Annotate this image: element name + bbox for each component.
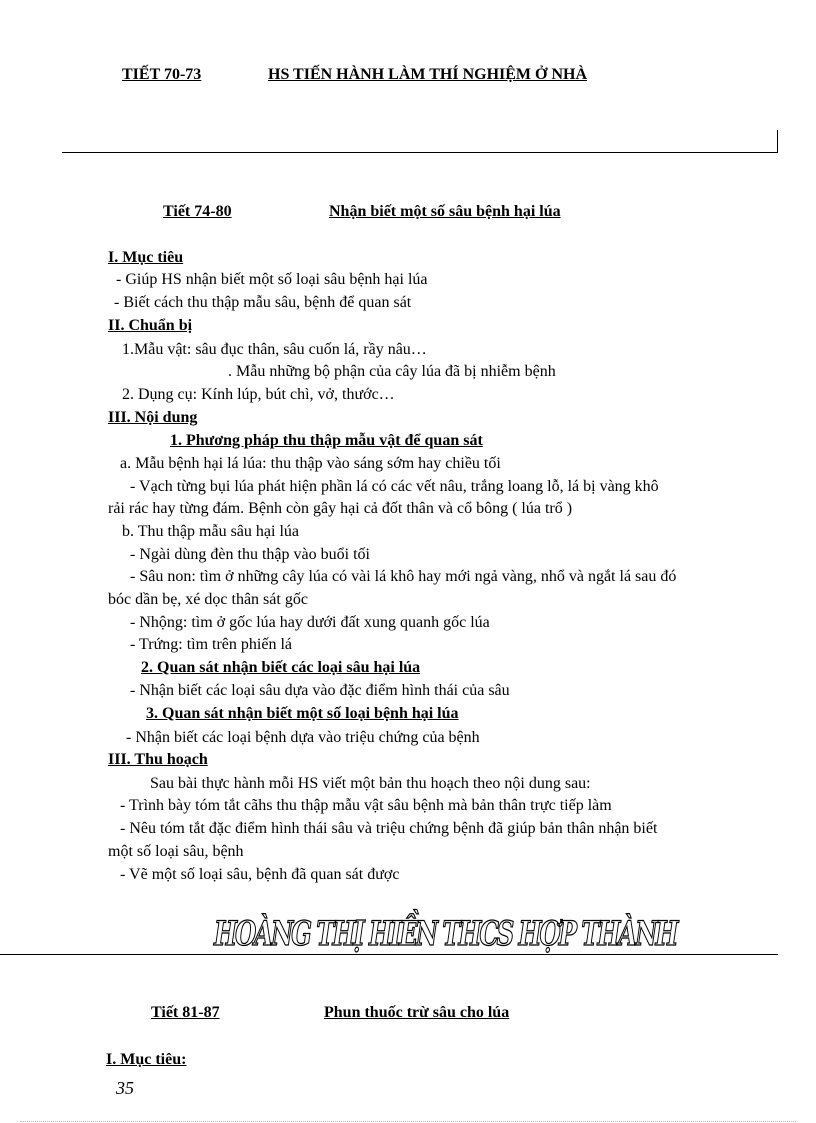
period-81-87: Tiết 81-87 xyxy=(151,1004,220,1021)
noi-dung-line-4: b. Thu thập mẫu sâu hại lúa xyxy=(122,523,299,540)
noi-dung-line-3: rải rác hay từng đám. Bệnh còn gây hại cả đốt thân và cổ bông ( lúa trổ ) xyxy=(108,500,573,517)
noi-dung-line-2: - Vạch từng bụi lúa phát hiện phần lá có các vết nâu, trắng loang lỗ, lá bị vàng khô xyxy=(130,478,659,495)
heading-chuan-bi: II. Chuẩn bị xyxy=(108,317,193,334)
subheading-collection-method: 1. Phương pháp thu thập mẫu vật để quan sát xyxy=(170,432,483,449)
noi-dung-line-1: a. Mẫu bệnh hại lá lúa: thu thập vào sáng sớm hay chiều tối xyxy=(120,455,501,472)
chuan-bi-line-3: 2. Dụng cụ: Kính lúp, bút chì, vở, thước… xyxy=(122,386,395,403)
muc-tieu-line-1: - Giúp HS nhận biết một số loại sâu bệnh hại lúa xyxy=(116,271,428,288)
thu-hoach-line-1: Sau bài thực hành mỗi HS viết một bản thu hoạch theo nội dung sau: xyxy=(150,775,591,792)
title-experiment-at-home: HS TIẾN HÀNH LÀM THÍ NGHIỆM Ở NHÀ xyxy=(268,66,588,83)
noi-dung-3-line: - Nhận biết các loại bệnh dựa vào triệu chứng của bệnh xyxy=(126,729,480,746)
chuan-bi-line-1: 1.Mẫu vật: sâu đục thân, sâu cuốn lá, rầy nâu… xyxy=(122,341,427,358)
thu-hoach-line-5: - Vẽ một số loại sâu, bệnh đã quan sát được xyxy=(120,866,400,883)
noi-dung-2-line: - Nhận biết các loại sâu dựa vào đặc điểm hình thái của sâu xyxy=(130,682,510,699)
thu-hoach-line-4: một số loại sâu, bệnh xyxy=(108,843,244,860)
noi-dung-line-7: bóc dần bẹ, xé dọc thân sát gốc xyxy=(108,591,308,608)
subheading-observe-diseases: 3. Quan sát nhận biết một số loại bệnh hại lúa xyxy=(146,705,459,722)
noi-dung-line-9: - Trứng: tìm trên phiến lá xyxy=(130,636,292,653)
noi-dung-line-5: - Ngài dùng đèn thu thập vào buổi tối xyxy=(130,546,370,563)
divider-line-1 xyxy=(62,152,778,153)
heading-muc-tieu-2: I. Mục tiêu: xyxy=(106,1051,187,1068)
author-banner: HOÀNG THỊ HIỀN THCS HỢP THÀNH xyxy=(214,914,677,954)
chuan-bi-line-2: . Mẫu những bộ phận của cây lúa đã bị nhiễm bệnh xyxy=(228,363,556,380)
heading-muc-tieu: I. Mục tiêu xyxy=(108,249,184,266)
thu-hoach-line-3: - Nêu tóm tắt đặc điểm hình thái sâu và triệu chứng bệnh đã giúp bản thân nhận biết xyxy=(120,820,658,837)
title-spray-pesticide: Phun thuốc trừ sâu cho lúa xyxy=(324,1004,510,1021)
heading-thu-hoach: III. Thu hoạch xyxy=(108,751,208,768)
thu-hoach-line-2: - Trình bày tóm tắt cãhs thu thập mẫu vật sâu bệnh mà bản thân trực tiếp làm xyxy=(120,797,612,814)
noi-dung-line-8: - Nhộng: tìm ở gốc lúa hay dưới đất xung quanh gốc lúa xyxy=(130,614,490,631)
heading-noi-dung: III. Nội dung xyxy=(108,409,198,426)
title-pest-identification: Nhận biết một số sâu bệnh hại lúa xyxy=(329,203,561,220)
page-number: 35 xyxy=(116,1078,134,1098)
muc-tieu-line-2: - Biết cách thu thập mẫu sâu, bệnh để quan sát xyxy=(114,294,412,311)
page-bottom-border xyxy=(20,1121,796,1122)
subheading-observe-pests: 2. Quan sát nhận biết các loại sâu hại lúa xyxy=(141,659,421,676)
noi-dung-line-6: - Sâu non: tìm ở những cây lúa có vài lá khô hay mới ngả vàng, nhổ và ngắt lá sau đó xyxy=(130,568,677,585)
period-74-80: Tiết 74-80 xyxy=(163,203,232,220)
period-70-73: TIẾT 70-73 xyxy=(122,66,202,83)
divider-tick xyxy=(777,130,778,152)
